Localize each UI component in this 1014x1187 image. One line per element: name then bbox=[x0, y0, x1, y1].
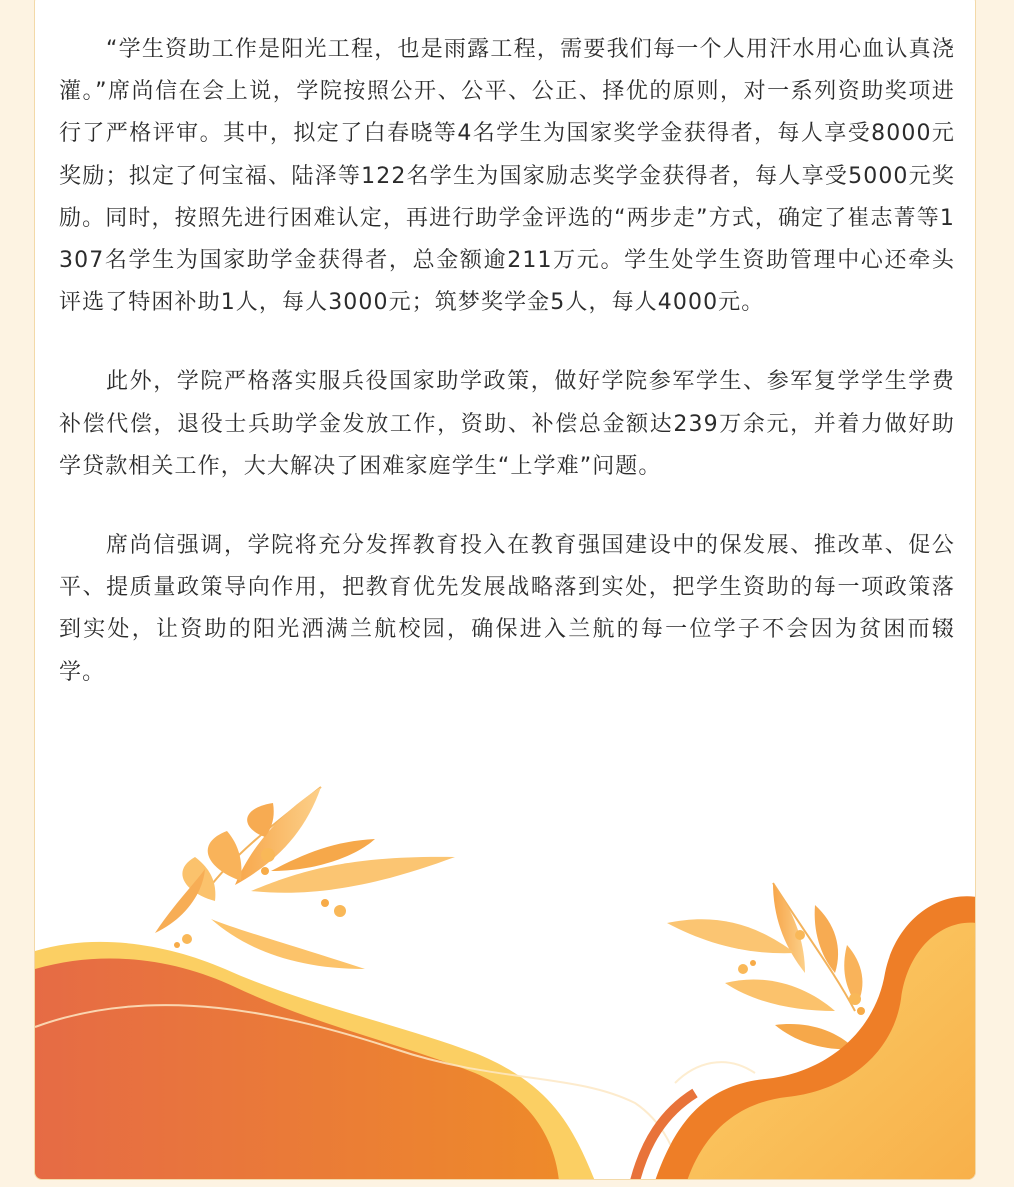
paragraph-military-aid: 此外，学院严格落实服兵役国家助学政策，做好学院参军学生、参军复学学生学费补偿代偿，退役士兵助学金发放工作，资助、补偿总金额达239万余元，并着力做好助学贷款相关工作，大大解决了困难家庭学生“上学难”问题。 bbox=[59, 369, 955, 479]
article-body bbox=[59, 29, 955, 694]
article-card bbox=[34, 0, 976, 1180]
leaf-sprig-icon bbox=[667, 883, 865, 1049]
leaf-sprig-icon bbox=[155, 787, 455, 969]
decorative-footer-illustration bbox=[35, 773, 976, 1180]
paragraph-closing-statement: 席尚信强调，学院将充分发挥教育投入在教育强国建设中的保发展、推改革、促公平、提质量政策导向作用，把教育优先发展战略落到实处，把学生资助的每一项政策落到实处，让资助的阳光洒满兰航校园，确保进入兰航的每一位学子不会因为贫困而辍学。 bbox=[59, 533, 955, 685]
paragraph-scholarship-review: “学生资助工作是阳光工程，也是雨露工程，需要我们每一个人用汗水用心血认真浇灌。”席尚信在会上说，学院按照公开、公平、公正、择优的原则，对一系列资助奖项进行了严格评审。其中，拟定了白春晓等4名学生为国家奖学金获得者，每人享受8000元奖励；拟定了何宝福、陆泽等122名学生为国家励志奖学金获得者，每人享受5000元奖励。同时，按照先进行困难认定，再进行助学金评选的“两步走”方式，确定了崔志菁等1307名学生为国家助学金获得者，总金额逾211万元。学生处学生资助管理中心还牵头评选了特困补助1人，每人3000元；筑梦奖学金5人，每人4000元。 bbox=[59, 37, 955, 316]
